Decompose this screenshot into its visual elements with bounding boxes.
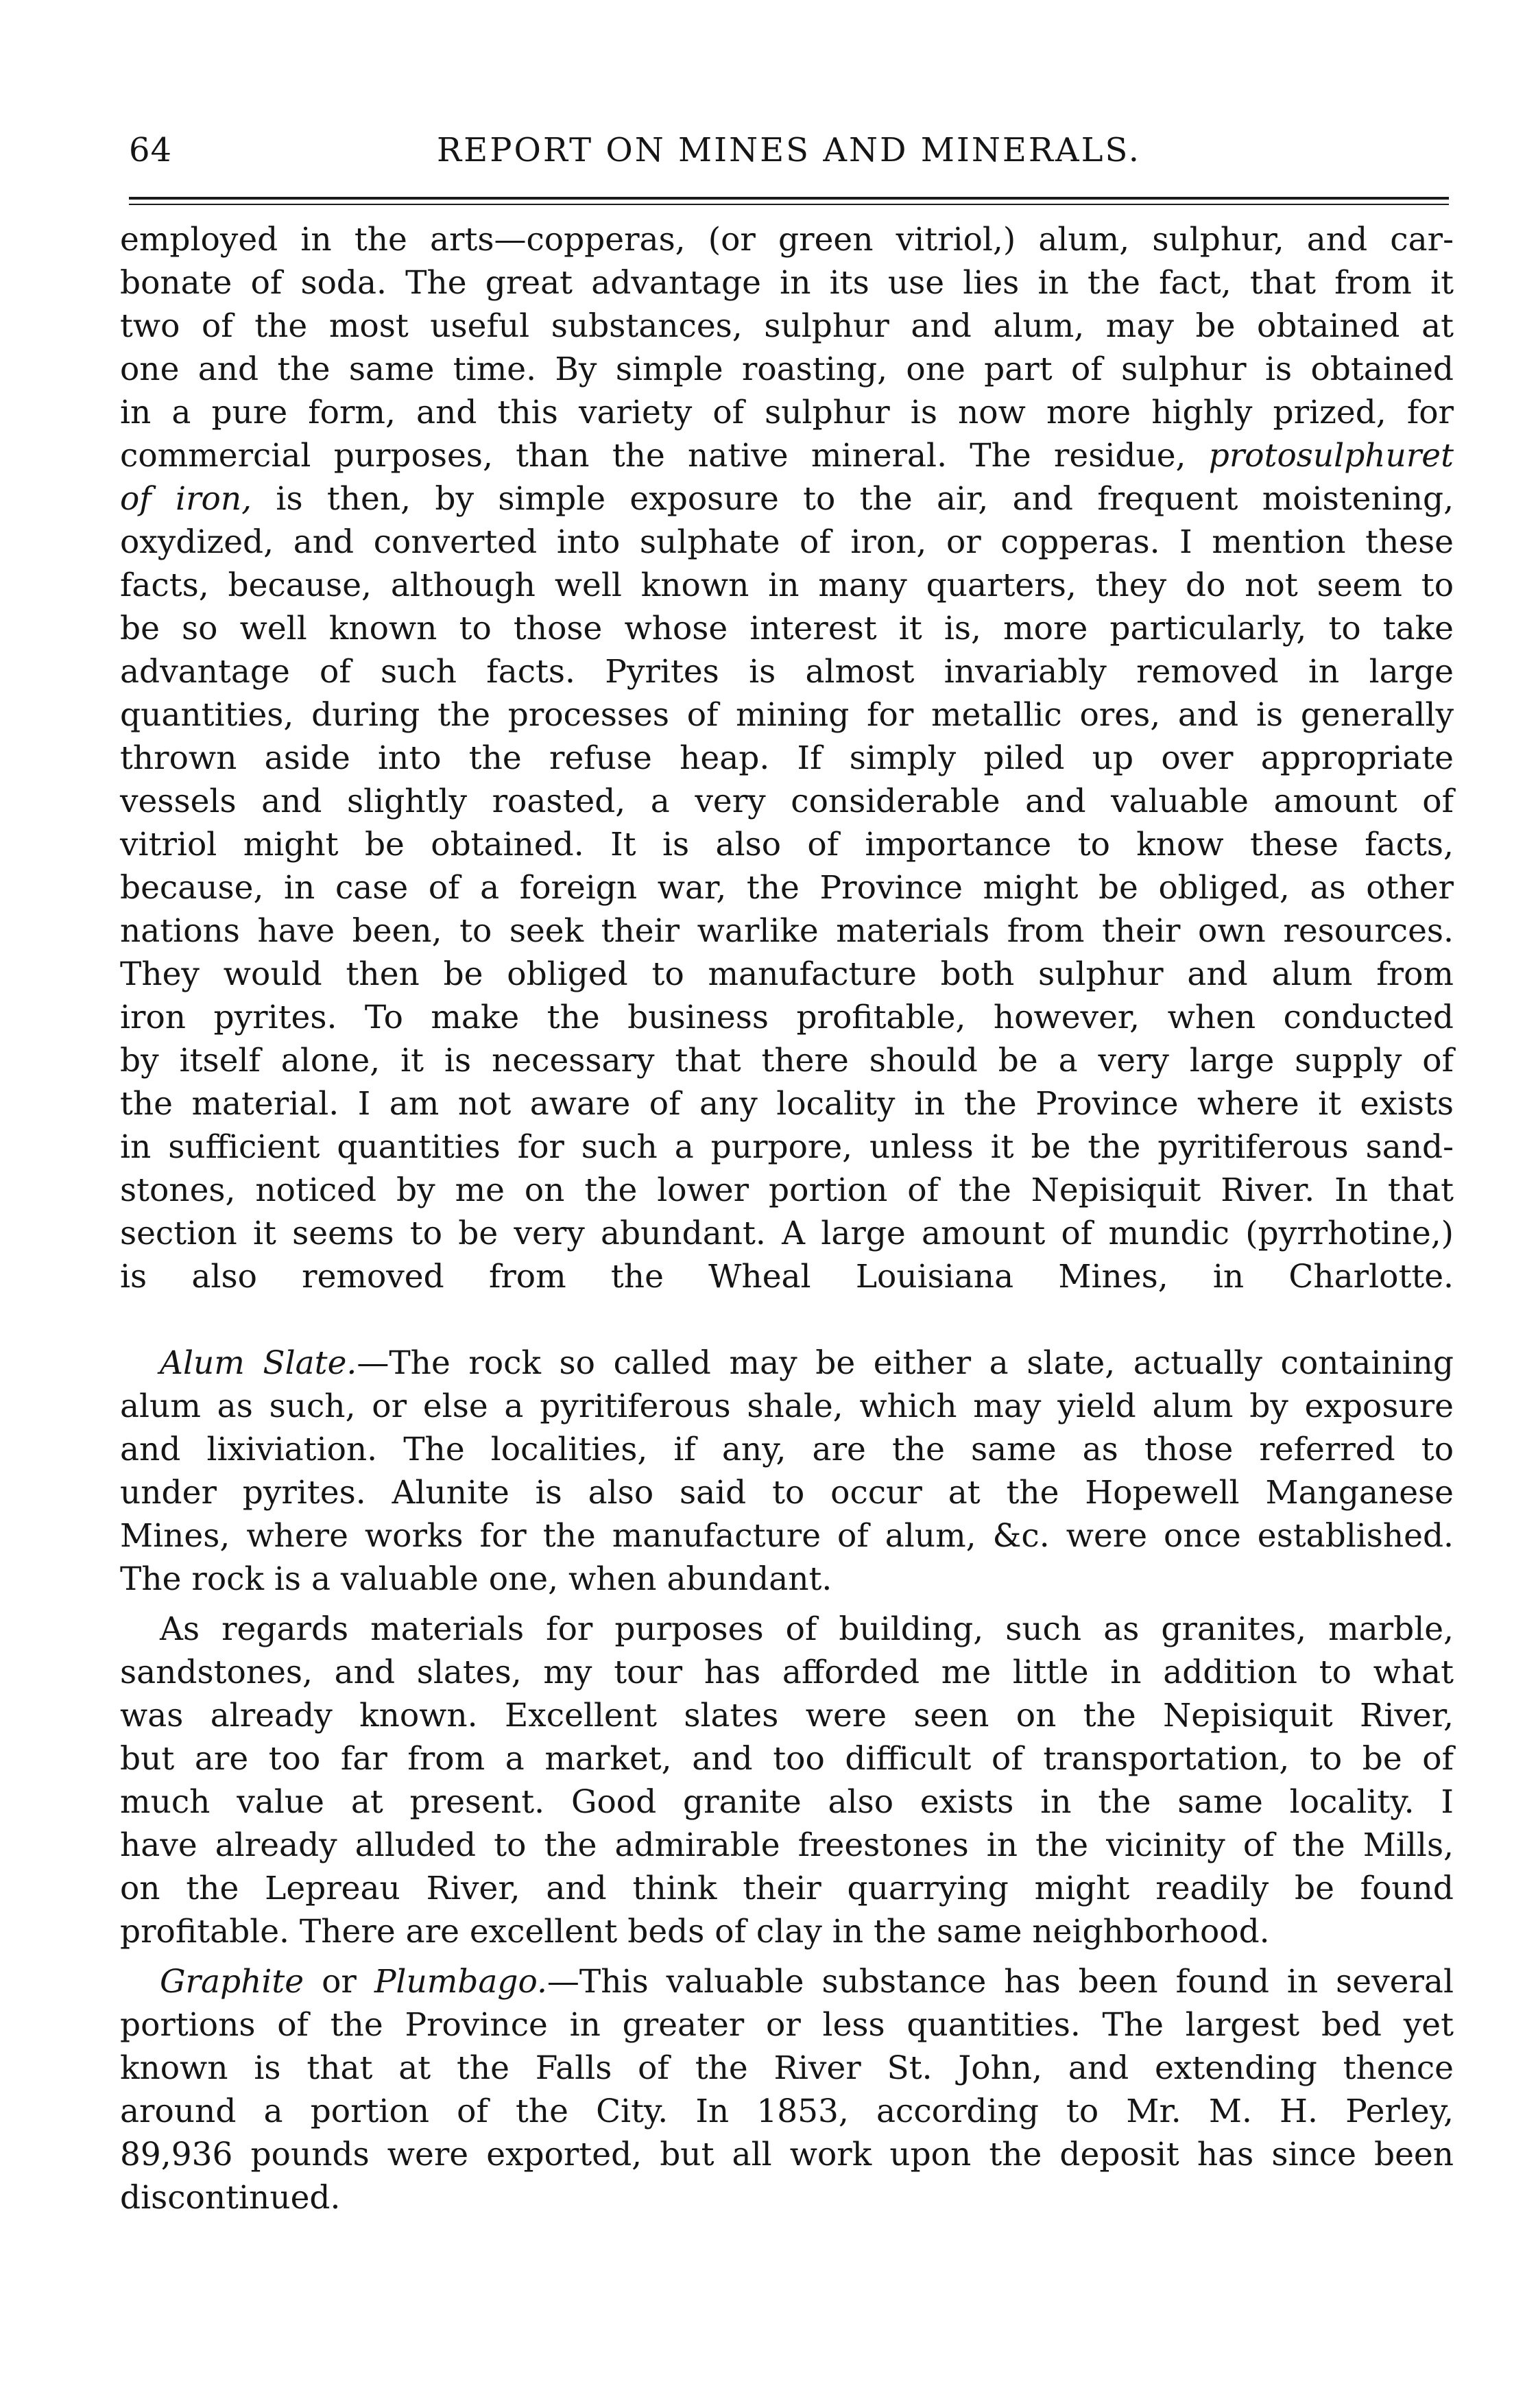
section-term: Plumbago. — [374, 1963, 547, 2001]
text-line: section it seems to be very abundant. A large amount of mundic (pyrrhotine,) — [120, 1215, 1454, 1252]
section-term: Graphite — [160, 1963, 304, 2001]
text-line: vessels and slightly roasted, a very considerable and valuable amount of — [120, 783, 1454, 820]
text-line: in sufficient quantities for such a purpore, unless it be the pyritiferous sand- — [120, 1128, 1454, 1166]
text-line: much value at present. Good granite also exists in the same locality. I — [120, 1783, 1454, 1821]
text-run: commercial purposes, than the native mineral. The residue, — [120, 437, 1186, 475]
text-line: They would then be obliged to manufacture both sulphur and alum from — [120, 955, 1454, 993]
header-rule-thin — [129, 204, 1449, 205]
text-line: discontinued. — [120, 2179, 341, 2217]
paragraph-graphite — [120, 1960, 1454, 2219]
italic-term: of iron, — [120, 480, 252, 518]
text-line: two of the most useful substances, sulphur and alum, may be obtained at — [120, 307, 1454, 345]
text-line: thrown aside into the refuse heap. If simply piled up over appropriate — [120, 739, 1454, 777]
text-line: The rock is a valuable one, when abundant. — [120, 1560, 832, 1598]
paragraph-alum-slate — [120, 1342, 1454, 1601]
text-line: alum as such, or else a pyritiferous shale, which may yield alum by exposure — [120, 1387, 1454, 1425]
text-run: or — [304, 1963, 374, 2001]
text-line: be so well known to those whose interest it is, more particularly, to take — [120, 610, 1454, 647]
text-line: As regards materials for purposes of building, such as granites, marble, — [160, 1610, 1454, 1648]
text-line: quantities, during the processes of mining for metallic ores, and is generally — [120, 696, 1454, 734]
text-line: by itself alone, it is necessary that there should be a very large supply of — [120, 1042, 1454, 1080]
text-line: profitable. There are excellent beds of clay in the same neighborhood. — [120, 1913, 1270, 1951]
text-line — [120, 1342, 1454, 1385]
paragraph-building-materials — [120, 1608, 1454, 1953]
text-line: employed in the arts—copperas, (or green vitriol,) alum, sulphur, and car- — [120, 221, 1454, 259]
text-line: because, in case of a foreign war, the Province might be obliged, as other — [120, 869, 1454, 907]
paragraph-pyrites — [120, 218, 1454, 1342]
text-line — [120, 1298, 1454, 1342]
text-line: and lixiviation. The localities, if any, are the same as those referred to — [120, 1431, 1454, 1468]
text-run: —This valuable substance has been found in several — [547, 1963, 1454, 2001]
text-line — [120, 477, 1454, 521]
text-line: have already alluded to the admirable freestones in the vicinity of the Mills, — [120, 1826, 1454, 1864]
page-number: 64 — [129, 131, 173, 169]
text-line: around a portion of the City. In 1853, according to Mr. M. H. Perley, — [120, 2093, 1454, 2130]
text-run: is then, by simple exposure to the air, and frequent moistening, — [276, 480, 1454, 518]
italic-term: protosulphuret — [1208, 437, 1454, 475]
text-line: is also removed from the Wheal Louisiana Mines, in Charlotte. — [120, 1258, 1454, 1296]
text-line: Mines, where works for the manufacture of alum, &c. were once established. — [120, 1517, 1454, 1555]
text-line: portions of the Province in greater or less quantities. The largest bed yet — [120, 2006, 1454, 2044]
text-line: stones, noticed by me on the lower portion of the Nepisiquit River. In that — [120, 1171, 1454, 1209]
text-line: bonate of soda. The great advantage in its use lies in the fact, that from it — [120, 264, 1454, 302]
page-header — [129, 127, 1449, 175]
text-run: —The rock so called may be either a slate, actually containing — [357, 1344, 1454, 1382]
text-line: under pyrites. Alunite is also said to occur at the Hopewell Manganese — [120, 1474, 1454, 1512]
text-line: oxydized, and converted into sulphate of iron, or copperas. I mention these — [120, 523, 1454, 561]
text-line: one and the same time. By simple roasting, one part of sulphur is obtained — [120, 350, 1454, 388]
text-line: facts, because, although well known in many quarters, they do not seem to — [120, 567, 1454, 604]
text-line: on the Lepreau River, and think their quarrying might readily be found — [120, 1870, 1454, 1907]
text-line: sandstones, and slates, my tour has afforded me little in addition to what — [120, 1654, 1454, 1691]
text-line: vitriol might be obtained. It is also of importance to know these facts, — [120, 826, 1454, 863]
text-line — [120, 434, 1454, 477]
section-term: Alum Slate. — [160, 1344, 357, 1382]
text-line: nations have been, to seek their warlike materials from their own resources. — [120, 912, 1454, 950]
text-line: iron pyrites. To make the business profitable, however, when conducted — [120, 999, 1454, 1036]
header-rule — [129, 197, 1449, 200]
text-line: known is that at the Falls of the River St. John, and extending thence — [120, 2049, 1454, 2087]
text-line: was already known. Excellent slates were seen on the Nepisiquit River, — [120, 1697, 1454, 1735]
text-line: in a pure form, and this variety of sulphur is now more highly prized, for — [120, 394, 1454, 431]
text-line: the material. I am not aware of any locality in the Province where it exists — [120, 1085, 1454, 1123]
text-line: advantage of such facts. Pyrites is almost invariably removed in large — [120, 653, 1454, 691]
text-line: but are too far from a market, and too difficult of transportation, to be of — [120, 1740, 1454, 1778]
text-line: 89,936 pounds were exported, but all work upon the deposit has since been — [120, 2136, 1454, 2173]
running-head: REPORT ON MINES AND MINERALS. — [437, 131, 1141, 169]
body-text — [120, 218, 1454, 2219]
text-line — [120, 1960, 1454, 2003]
